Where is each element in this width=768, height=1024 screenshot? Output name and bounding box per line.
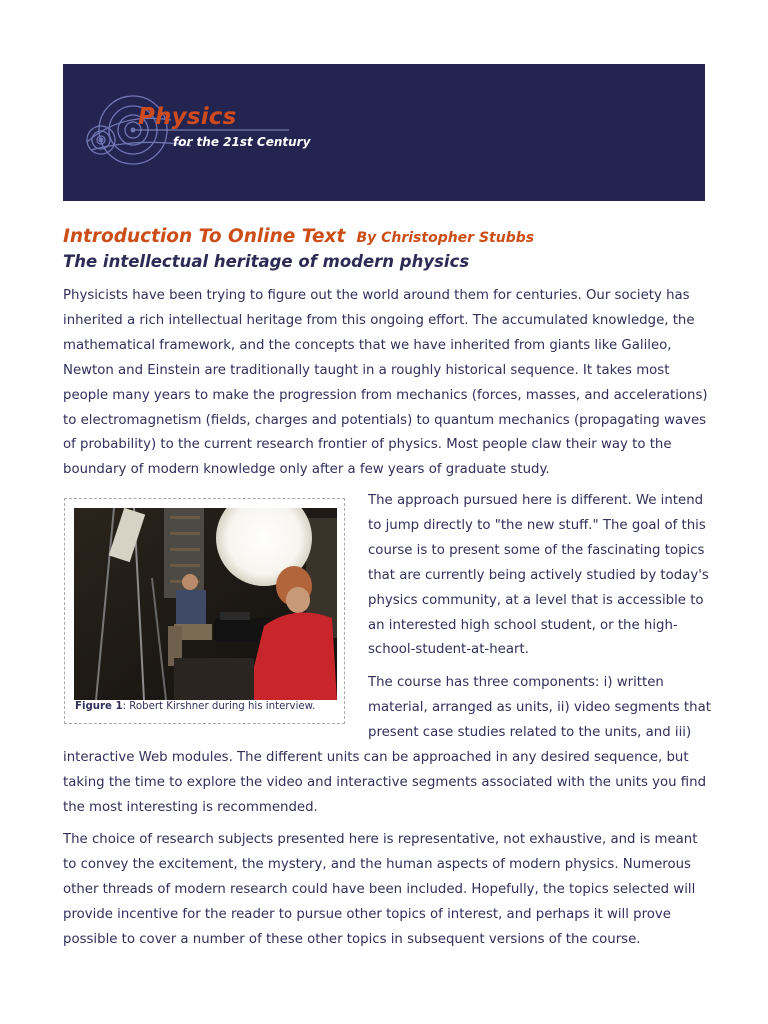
title-byline: By Christopher Stubbs [356, 230, 535, 246]
paragraph-intro: Physicists have been trying to figure out the world around them for centuries. Our society has inherited a rich intellectual heritage from this ongoing effort. The accumulated knowledge, the mathematical framework, and the concepts that we have inherited from giants like Galileo, Newton and Einstein are traditionally taught in a roughly historical sequence. It takes most people many years to make the progression from mechanics (forces, masses, and accelerations) to electromagnetism (fields, charges and potentials) to quantum mechanics (propagating waves of probability) to the current research frontier of physics. Most people claw their way to the boundary of modern knowledge only after a few years of graduate study. [63, 288, 708, 478]
section-heading: The intellectual heritage of modern physics [63, 252, 470, 271]
paragraph-components: The course has three components: i) written material, arranged as units, ii) video segments that present case studies related to the units, and iii) interactive Web modules. The different units can be approached in any desired sequence, but taking the time to explore the video and interactive segments associated with the units you find the most interesting is recommended. [63, 675, 711, 815]
page-title [63, 212, 534, 250]
figure-label: Figure 1 [75, 701, 123, 712]
paragraph-components-wrapper [63, 671, 711, 820]
figure-caption-text: : Robert Kirshner during his interview. [122, 701, 316, 712]
paragraph-approach: The approach pursued here is different. We intend to jump directly to "the new stuff." The goal of this course is to present some of the fascinating topics that are currently being actively studied by today's physics community, at a level that is accessible to an interested high school student, or the high-school-student-at-heart. [368, 493, 709, 658]
title-main: Introduction To Online Text [63, 226, 346, 247]
header-banner [63, 64, 705, 201]
site-logo[interactable] [81, 92, 341, 172]
paragraph-subjects: The choice of research subjects presented here is representative, not exhaustive, and is meant to convey the excitement, the mystery, and the human aspects of modern physics. Numerous other threads of modern research could have been included. Hopefully, the topics selected will provide incentive for the reader to pursue other topics of interest, and perhaps it will prove possible to cover a number of these other topics in subsequent versions of the course. [63, 832, 698, 947]
figure-wrap-spacer [63, 671, 368, 745]
logo-tagline: for the 21st Century [173, 135, 311, 149]
logo-wordmark: Physics [138, 104, 237, 130]
